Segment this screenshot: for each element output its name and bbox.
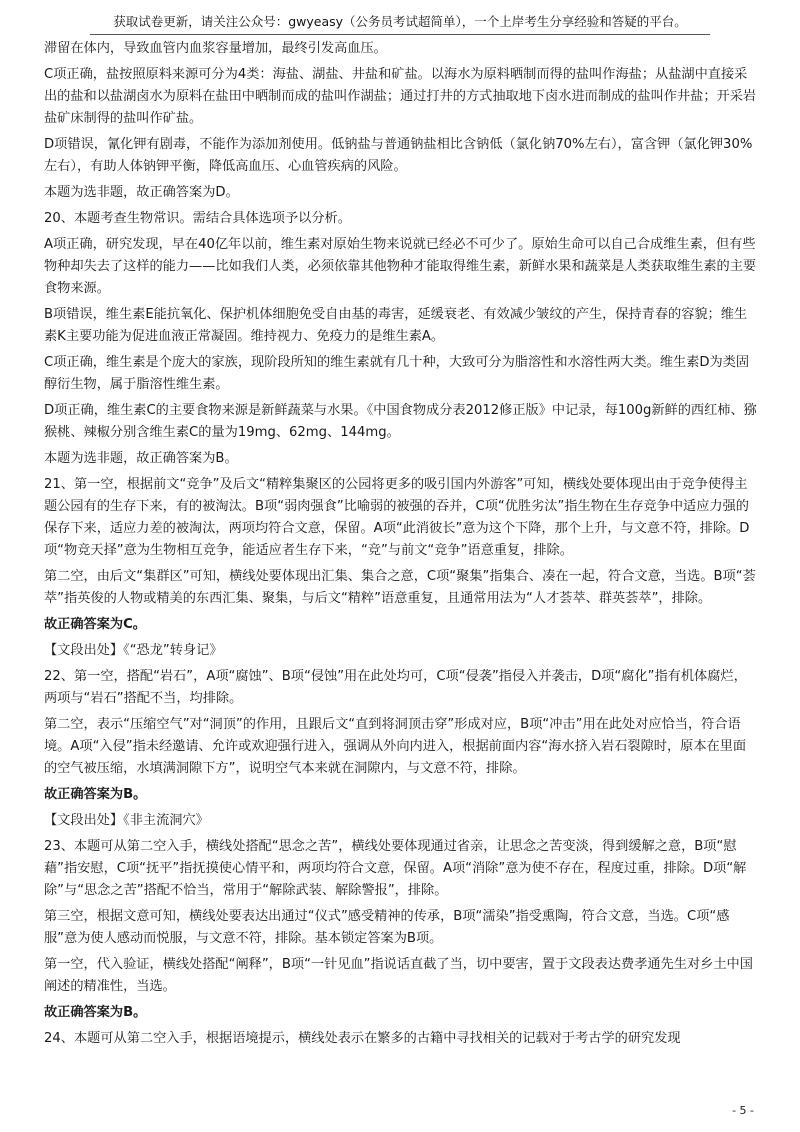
answer-line: 故正确答案为B。: [44, 1005, 147, 1020]
paragraph: B项错误，维生素E能抗氧化、保护机体细胞免受自由基的毒害，延缓衰老、有效减少皱纹的产生，保持青春的容貌；维生素K主要功能为促进血液正常凝固。维持视力、免疫力的是维生素A。: [44, 307, 748, 344]
paragraph: 第二空，表示“压缩空气”对“洞顶”的作用，且跟后文“直到将洞顶击穿”形成对应，B项“冲击”用在此处对应恰当，符合语境。A项“入侵”指未经邀请、允许或欢迎强行进入，强调从外向内进入，根据前面内容“海水挤入岩石裂隙时，原本在里面的空气被压缩，水填满洞隙下方”，说明空气本来就在洞隙内，与文意不符，排除。: [44, 717, 747, 776]
paragraph: 21、第一空，根据前文“竞争”及后文“精粹集聚区的公园将更多的吸引国内外游客”可知，横线处要体现出由于竞争使得主题公园有的生存下来，有的被淘汰。B项“弱肉强食”比喻弱的被强的吞并，C项“优胜劣汰”指生物在生存竞争中适应力强的保存下来，适应力差的被淘汰，两项均符合文意，保留。A项“此消彼长”意为这个下降，那个上升，与文意不符，排除。D项“物竞天择”意为生物相互竞争，能适应者生存下来，“竞”与前文“竞争”语意重复，排除。: [44, 477, 750, 558]
page-number: - 5 -: [732, 1104, 754, 1117]
document-body: [44, 38, 758, 1054]
paragraph: A项正确，研究发现，早在40亿年以前，维生素对原始生物来说就已经必不可少了。原始生命可以自己合成维生素，但有些物种却失去了这样的能力——比如我们人类，必须依靠其他物种才能取得维生素，新鲜水果和蔬菜是人类获取维生素的主要食物来源。: [44, 237, 757, 296]
answer-line: 本题为选非题，故正确答案为B。: [44, 451, 238, 466]
paragraph: 24、本题可从第二空入手，根据语境提示，横线处表示在繁多的古籍中寻找相关的记载对于考古学的研究发现: [44, 1031, 681, 1046]
paragraph: 第二空，由后文“集群区”可知，横线处要体现出汇集、集合之意，C项“聚集”指集合、凑在一起，符合文意，当选。B项“荟萃”指英俊的人物或精美的东西汇集、聚集，与后文“精粹”语意重复，且通常用法为“人才荟萃、群英荟萃”，排除。: [44, 569, 756, 606]
paragraph: D项正确，维生素C的主要食物来源是新鲜蔬菜与水果。《中国食物成分表2012修正版》中记录，每100g新鲜的西红柿、猕猴桃、辣椒分别含维生素C的量为19mg、62mg、144mg。: [44, 403, 757, 440]
page-header: 获取试卷更新，请关注公众号：gwyeasy（公务员考试超简单），一个上岸考生分享经验和答疑的平台。: [90, 12, 710, 35]
answer-line: 故正确答案为C。: [44, 617, 146, 632]
paragraph: 第一空，代入验证，横线处搭配“阐释”，B项“一针见血”指说话直截了当，切中要害，置于文段表达费孝通先生对乡土中国阐述的精准性，当选。: [44, 957, 753, 994]
question-heading: 20、本题考查生物常识。需结合具体选项予以分析。: [44, 211, 351, 226]
answer-line: 故正确答案为B。: [44, 787, 147, 802]
answer-line: 本题为选非题，故正确答案为D。: [44, 185, 239, 200]
paragraph: C项正确，盐按照原料来源可分为4类：海盐、湖盐、井盐和矿盐。以海水为原料晒制而得的盐叫作海盐；从盐湖中直接采出的盐和以盐湖卤水为原料在盐田中晒制而成的盐叫作湖盐；通过打井的方式抽取地下卤水进而制成的盐叫作井盐；开采岩盐矿床制得的盐叫作矿盐。: [44, 67, 757, 126]
paragraph: C项正确，维生素是个庞大的家族，现阶段所知的维生素就有几十种，大致可分为脂溶性和水溶性两大类。维生素D为类固醇衍生物，属于脂溶性维生素。: [44, 355, 750, 392]
source-line: 【文段出处】《非主流洞穴》: [44, 813, 209, 828]
paragraph: 第三空，根据文意可知，横线处要表达出通过“仪式”感受精神的传承，B项“濡染”指受熏陶，符合文意，当选。C项“感服”意为使人感动而悦服，与文意不符，排除。基本锁定答案为B项。: [44, 909, 730, 946]
paragraph: D项错误，氰化钾有剧毒，不能作为添加剂使用。低钠盐与普通钠盐相比含钠低（氯化钠70%左右），富含钾（氯化钾30%左右），有助人体钠钾平衡，降低高血压、心血管疾病的风险。: [44, 137, 753, 174]
paragraph: 23、本题可从第二空入手，横线处搭配“思念之苦”，横线处要体现通过省亲，让思念之苦变淡，得到缓解之意，B项“慰藉”指安慰，C项“抚平”指抚摸使心情平和，两项均符合文意，保留。A项“消除”意为使不存在，程度过重，排除。D项“解除”与“思念之苦”搭配不恰当，常用于“解除武装、解除警报”，排除。: [44, 839, 747, 898]
paragraph: 滞留在体内，导致血管内血浆容量增加，最终引发高血压。: [44, 41, 387, 56]
paragraph: 22、第一空，搭配“岩石”，A项“腐蚀”、B项“侵蚀”用在此处均可，C项“侵袭”指侵入并袭击，D项“腐化”指有机体腐烂，两项与“岩石”搭配不当，均排除。: [44, 669, 747, 706]
source-line: 【文段出处】《“恐龙”转身记》: [44, 643, 223, 658]
